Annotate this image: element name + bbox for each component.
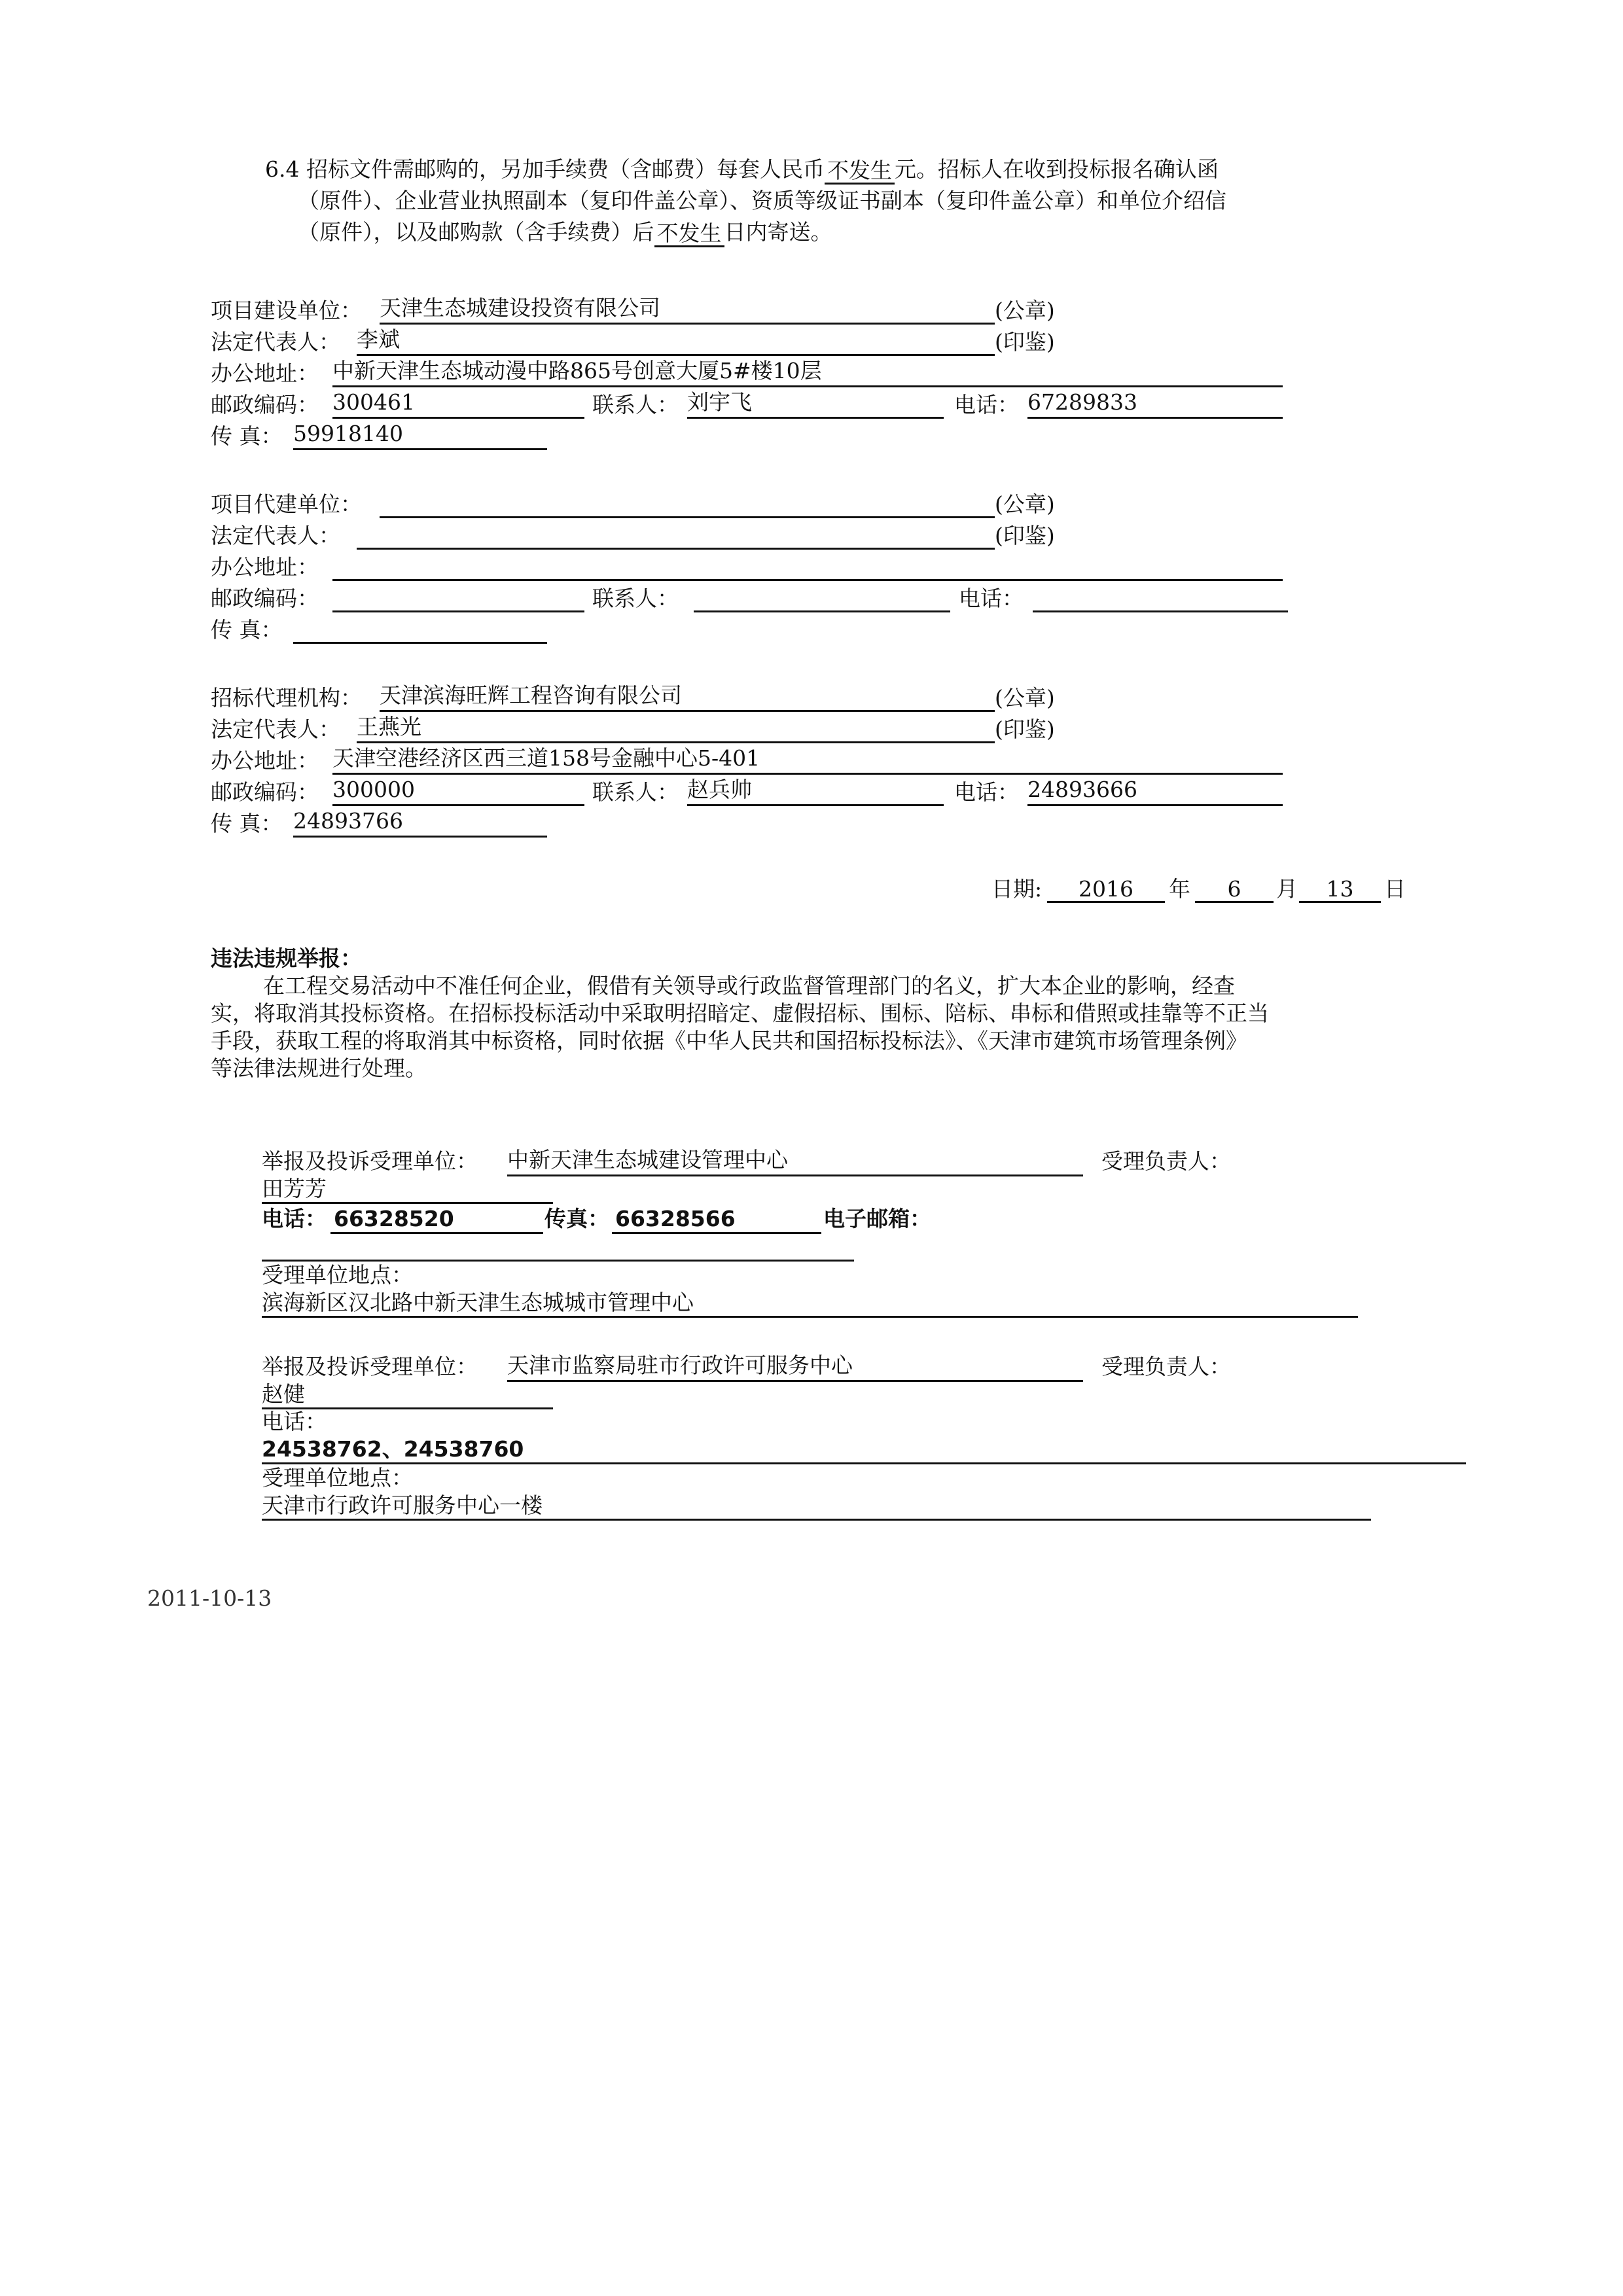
agent-contact-value: 赵兵帅 [687,777,752,802]
agent-contact-label: 联系人： [592,779,679,805]
agent-zip-label: 邮政编码： [211,779,319,805]
agent-phone-value: 24893666 [1027,777,1137,802]
complaint2-addr-label: 受理单位地点： [262,1465,413,1491]
agent-fax-label: 传 真： [211,811,283,836]
builder-contact-line [694,610,950,612]
owner-contact-line [687,417,944,419]
owner-addr-label: 办公地址： [211,361,319,386]
date-month-unit: 月 [1276,876,1298,902]
agent-zip-value: 300000 [332,777,415,802]
agent-unit-label: 招标代理机构： [211,685,362,711]
complaint2-addr-line [262,1519,1371,1521]
builder-rep-line [357,548,995,550]
owner-addr-value: 中新天津生态城动漫中路865号创意大厦5#楼10层 [332,358,822,383]
complaint1-person-value: 田芳芳 [262,1176,327,1201]
complaint1-fax-label: 传真： [544,1206,609,1231]
owner-fax-value: 59918140 [293,421,403,446]
violation-report-line-2: 实，将取消其投标资格。在招标投标活动中采取明招暗定、虚假招标、围标、陪标、串标和借照或挂靠等不正当 [211,1000,1269,1026]
builder-addr-line [332,579,1283,581]
owner-zip-value: 300461 [332,389,415,415]
complaint2-person-value: 赵健 [262,1381,305,1407]
violation-report-line-3: 手段，获取工程的将取消其中标资格，同时依据《中华人民共和国招标投标法》、《天津市建筑市场管理条例》 [211,1028,1247,1053]
complaint1-phone-label: 电话： [262,1206,327,1231]
agent-rep-value: 王燕光 [357,714,421,739]
agent-rep-label: 法定代表人： [211,716,340,742]
agent-fax-line [293,836,547,838]
complaint2-phone-value: 24538762、24538760 [262,1436,524,1462]
date-month: 6 [1227,876,1241,902]
violation-report-line-1: 在工程交易活动中不准任何企业，假借有关领导或行政监督管理部门的名义，扩大本企业的影响，经查 [263,973,1235,998]
complaint1-addr-label: 受理单位地点： [262,1262,413,1288]
owner-phone-label: 电话： [954,392,1019,417]
owner-fax-label: 传 真： [211,423,283,449]
date-year-line [1047,901,1165,903]
agent-unit-line [380,710,995,712]
complaint2-phone-line [262,1462,1466,1464]
owner-contact-value: 刘宇飞 [687,389,752,415]
builder-rep-label: 法定代表人： [211,523,340,548]
builder-addr-label: 办公地址： [211,554,319,580]
complaint1-person-label: 受理负责人： [1101,1148,1231,1174]
builder-unit-line [380,516,995,518]
complaint1-email-label: 电子邮箱： [823,1206,931,1231]
complaint1-fax-line [612,1232,821,1234]
owner-unit-value: 天津生态城建设投资有限公司 [380,295,660,321]
complaint2-person-label: 受理负责人： [1101,1354,1231,1379]
complaint1-unit-line [507,1174,1083,1176]
complaint1-unit-label: 举报及投诉受理单位： [262,1148,478,1174]
complaint2-unit-label: 举报及投诉受理单位： [262,1354,478,1379]
agent-addr-label: 办公地址： [211,748,319,773]
date-day-unit: 日 [1384,876,1406,902]
complaint2-unit-value: 天津市监察局驻市行政许可服务中心 [507,1352,853,1378]
owner-rep-label: 法定代表人： [211,329,340,355]
agent-phone-line [1027,804,1283,806]
owner-phone-line [1027,417,1283,419]
complaint2-unit-line [507,1380,1083,1382]
footer-date: 2011-10-13 [147,1585,272,1611]
agent-seal-note: (公章) [995,685,1055,711]
date-day-line [1299,901,1381,903]
builder-contact-label: 联系人： [592,586,679,611]
agent-phone-label: 电话： [954,779,1019,805]
complaint1-phone-value: 66328520 [334,1206,454,1231]
section-6-4-line-3: （原件），以及邮购款（含手续费）后 不发生 日内寄送。 [298,219,832,246]
date-label: 日期: [991,876,1043,902]
owner-rep-value: 李斌 [357,327,400,352]
agent-addr-value: 天津空港经济区西三道158号金融中心5-401 [332,745,760,771]
owner-unit-label: 项目建设单位： [211,298,362,323]
owner-seal-note: (公章) [995,298,1055,323]
owner-contact-label: 联系人： [592,392,679,417]
complaint2-phone-label: 电话： [262,1409,327,1434]
builder-zip-label: 邮政编码： [211,586,319,611]
complaint1-addr-line [262,1316,1358,1318]
date-day: 13 [1326,876,1354,902]
agent-sign-note: (印鉴) [995,716,1055,742]
violation-report-line-4: 等法律法规进行处理。 [211,1055,427,1081]
owner-addr-line [332,385,1283,387]
builder-phone-label: 电话： [959,586,1024,611]
owner-fax-line [293,448,547,450]
builder-fax-label: 传 真： [211,617,283,643]
date-month-line [1195,901,1274,903]
builder-phone-line [1033,610,1288,612]
builder-zip-line [332,610,584,612]
complaint1-addr-value: 滨海新区汉北路中新天津生态城城市管理中心 [262,1290,694,1315]
section-6-4-line-1: 6.4 招标文件需邮购的，另加手续费（含邮费）每套人民币 不发生 元。招标人在收到投标报名确认函 [265,156,1219,183]
owner-zip-label: 邮政编码： [211,392,319,417]
owner-unit-line [380,323,995,325]
mail-days-value: 不发生 [654,219,724,247]
section-6-4-line-2: （原件）、企业营业执照副本（复印件盖公章）、资质等级证书副本（复印件盖公章）和单位介绍信 [298,188,1226,213]
complaint1-fax-value: 66328566 [615,1206,736,1231]
agent-unit-value: 天津滨海旺辉工程咨询有限公司 [380,682,682,708]
builder-seal-note: (公章) [995,491,1055,517]
builder-sign-note: (印鉴) [995,523,1055,548]
agent-contact-line [687,804,944,806]
owner-phone-value: 67289833 [1027,389,1137,415]
complaint2-addr-value: 天津市行政许可服务中心一楼 [262,1492,543,1518]
date-year-unit: 年 [1169,876,1190,902]
builder-fax-line [293,642,547,644]
mail-fee-value: 不发生 [825,156,895,185]
builder-unit-label: 项目代建单位： [211,491,362,517]
complaint1-phone-line [330,1232,543,1234]
owner-sign-note: (印鉴) [995,329,1055,355]
date-year: 2016 [1079,876,1133,902]
agent-fax-value: 24893766 [293,808,403,834]
complaint1-unit-value: 中新天津生态城建设管理中心 [507,1147,788,1173]
violation-report-heading: 违法违规举报： [211,945,362,971]
agent-addr-line [332,773,1283,775]
